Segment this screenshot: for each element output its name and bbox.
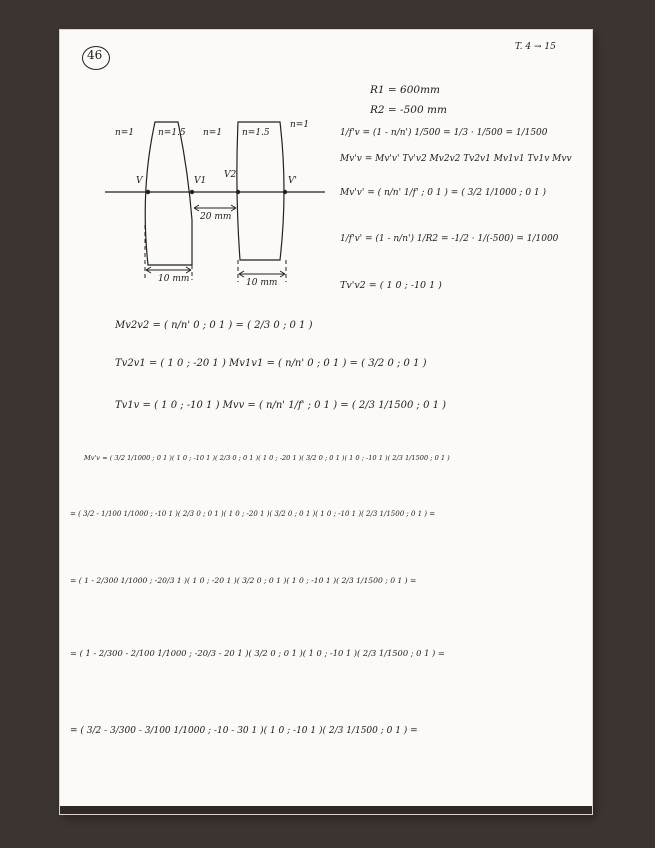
surface-matrix-vprime: Mv'v' = ( n/n' 1/f' ; 0 1 ) = ( 3/2 1/1000 ; 0 1 ) bbox=[340, 188, 547, 198]
vertex-v2: V2 bbox=[224, 170, 237, 180]
translation-and-surface-v1: Tv2v1 = ( 1 0 ; -20 1 ) Mv1v1 = ( n/n' 0 ; 0 1 ) = ( 3/2 0 ; 0 1 ) bbox=[115, 358, 427, 369]
medium-label-1: n=1 bbox=[115, 128, 135, 138]
vertex-vprime: V' bbox=[288, 176, 297, 186]
radius-1: R1 = 600mm bbox=[370, 84, 441, 96]
gap-dimension: 20 mm bbox=[200, 212, 232, 222]
medium-label-3: n=1 bbox=[203, 128, 223, 138]
radius-2: R2 = -500 mm bbox=[370, 104, 447, 116]
surface-matrix-v2: Mv2v2 = ( n/n' 0 ; 0 1 ) = ( 2/3 0 ; 0 1 ) bbox=[115, 320, 313, 331]
vertex-v1: V1 bbox=[194, 176, 207, 186]
medium-label-5: n=1 bbox=[290, 120, 310, 130]
product-step-1: = ( 3/2 - 1/100 1/1000 ; -10 1 )( 2/3 0 ; 0 1 )( 1 0 ; -20 1 )( 3/2 0 ; 0 1 )( 1 0 ; -10 1 )( 2/3 1/1500 ; 0 1 ) = bbox=[70, 510, 436, 518]
system-matrix-product: Mv'v = Mv'v' Tv'v2 Mv2v2 Tv2v1 Mv1v1 Tv1v Mvv bbox=[340, 154, 572, 164]
focal-power-v: 1/f'v = (1 - n/n') 1/500 = 1/3 · 1/500 = 1/1500 bbox=[340, 128, 548, 138]
translation-vprime-v2: Tv'v2 = ( 1 0 ; -10 1 ) bbox=[340, 280, 442, 291]
focal-power-vprime: 1/f'v' = (1 - n/n') 1/R2 = -1/2 · 1/(-500) = 1/1000 bbox=[340, 234, 559, 244]
product-step-3: = ( 1 - 2/300 - 2/100 1/1000 ; -20/3 - 20 1 )( 3/2 0 ; 0 1 )( 1 0 ; -10 1 )( 2/3 1/1500 ; 0 1 ) = bbox=[70, 648, 445, 658]
product-step-2: = ( 1 - 2/300 1/1000 ; -20/3 1 )( 1 0 ; -20 1 )( 3/2 0 ; 0 1 )( 1 0 ; -10 1 )( 2/3 1/1500 ; 0 1 ) = bbox=[70, 576, 417, 585]
medium-label-4: n=1.5 bbox=[242, 128, 270, 138]
vertex-v: V bbox=[136, 176, 143, 186]
page-number: 46 bbox=[87, 48, 103, 62]
translation-and-surface-v: Tv1v = ( 1 0 ; -10 1 ) Mvv = ( n/n' 1/f' ; 0 1 ) = ( 2/3 1/1500 ; 0 1 ) bbox=[115, 400, 447, 411]
system-matrix-expanded: Mv'v = ( 3/2 1/1000 ; 0 1 )( 1 0 ; -10 1 )( 2/3 0 ; 0 1 )( 1 0 ; -20 1 )( 3/2 0 ; 0 1 )( 1 0 ; -10 1 )( 2/3 1/1500 ; 0 1 ) bbox=[84, 454, 450, 462]
medium-label-2: n=1.5 bbox=[158, 128, 186, 138]
notebook-bottom-edge bbox=[60, 806, 592, 814]
thickness-2-dimension: 10 mm bbox=[246, 278, 278, 288]
lens-diagram bbox=[60, 30, 360, 290]
corner-reference: T. 4 → 15 bbox=[515, 42, 556, 52]
notebook-page bbox=[60, 30, 592, 814]
product-step-4: = ( 3/2 - 3/300 - 3/100 1/1000 ; -10 - 30 1 )( 1 0 ; -10 1 )( 2/3 1/1500 ; 0 1 ) = bbox=[70, 726, 418, 736]
thickness-1-dimension: 10 mm bbox=[158, 274, 190, 284]
